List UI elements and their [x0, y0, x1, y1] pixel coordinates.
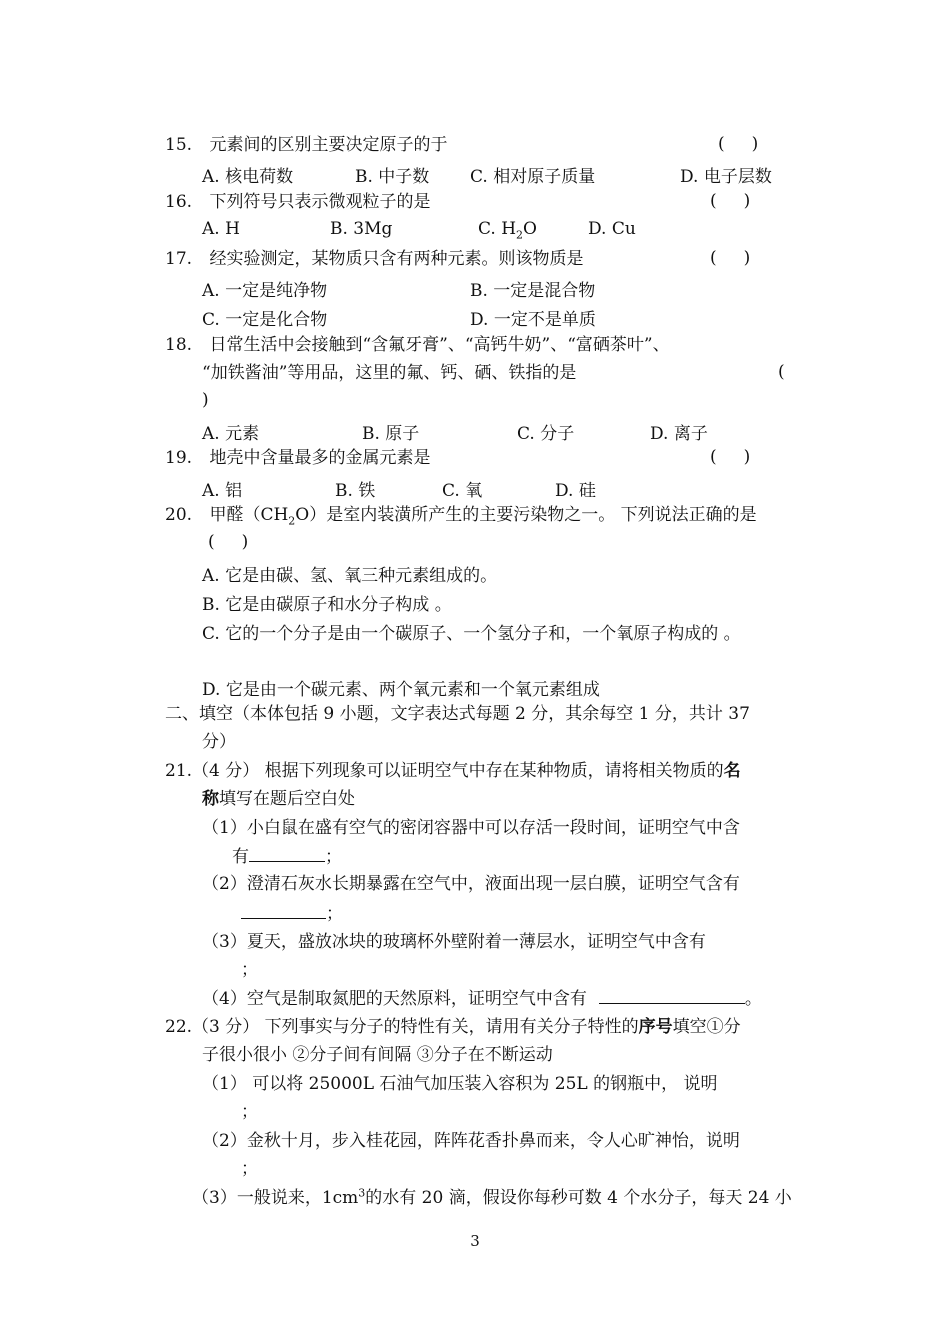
q17-number: 17. [165, 249, 193, 269]
q20-stem [165, 504, 757, 526]
q18-stem [165, 334, 670, 356]
q21-sub1-end: ； [325, 847, 342, 867]
q22-stem-line1 [165, 1016, 741, 1038]
q22-sub3-text-a: （3）一般说来，1cm [192, 1188, 359, 1208]
q22-stem-bold: 序号 [638, 1017, 673, 1037]
q21-sub3-line1: （3）夏天，盛放冰块的玻璃杯外壁附着一薄层水，证明空气中含有 [202, 932, 706, 952]
q15-answer-paren: ( ) [718, 134, 759, 154]
q16-option-c [478, 219, 537, 242]
q22-sub2-end: ； [241, 1159, 258, 1179]
q19-answer-paren: ( ) [710, 447, 751, 467]
q16-number: 16. [165, 192, 193, 212]
page-number: 3 [470, 1232, 480, 1250]
q19-text: 地壳中含量最多的金属元素是 [209, 448, 431, 468]
q20-text-subscript: 2 [288, 514, 296, 528]
q15-option-a: A. 核电荷数 [202, 167, 294, 187]
q17-option-b: B. 一定是混合物 [470, 281, 596, 301]
q18-option-c: C. 分子 [517, 424, 575, 444]
q18-option-b: B. 原子 [362, 424, 420, 444]
q20-option-d: D. 它是由一个碳元素、两个氧元素和一个氧元素组成 [202, 680, 600, 700]
q21-sub4-text: （4）空气是制取氮肥的天然原料，证明空气中含有 [202, 989, 587, 1009]
q21-stem-text: 21.（4 分） 根据下列现象可以证明空气中存在某种物质，请将相关物质的 [165, 761, 724, 781]
q20-option-a: A. 它是由碳、氢、氧三种元素组成的。 [202, 566, 498, 586]
q19-option-d: D. 硅 [555, 481, 596, 501]
q20-text-a: 甲醛（CH [209, 505, 289, 525]
q20-text [209, 505, 757, 528]
q22-stem-tail: 填空①分 [672, 1017, 741, 1037]
q19-option-c: C. 氧 [442, 481, 483, 501]
q20-answer-paren: ( ) [208, 532, 249, 552]
q18-number: 18. [165, 335, 193, 355]
q20-number: 20. [165, 505, 193, 525]
q15-option-d: D. 电子层数 [680, 167, 772, 187]
q21-stem-rest: 填写在题后空白处 [219, 789, 355, 809]
q21-stem-bold-1: 名 [723, 761, 741, 781]
q17-text: 经实验测定，某物质只含有两种元素。则该物质是 [209, 249, 584, 269]
q21-sub2-end: ； [326, 904, 343, 924]
q21-stem-bold-2: 称 [202, 789, 219, 809]
q16-option-c-tail: O [523, 219, 537, 239]
q17-option-d: D. 一定不是单质 [470, 310, 596, 330]
q21-sub1-prefix: 有 [232, 847, 249, 867]
q22-sub3-line1 [192, 1187, 792, 1209]
section2-heading-line1: 二、填空（本体包括 9 小题，文字表达式每题 2 分，其余每空 1 分，共计 37 [165, 704, 750, 724]
q21-sub3-end: ； [241, 960, 258, 980]
q19-number: 19. [165, 448, 193, 468]
q21-sub2-line1: （2）澄清石灰水长期暴露在空气中，液面出现一层白膜，证明空气含有 [202, 874, 740, 894]
q21-blank-4[interactable] [599, 987, 745, 1004]
q18-text-line2: “加铁酱油”等用品，这里的氟、钙、硒、铁指的是 [202, 363, 577, 383]
q16-answer-paren: ( ) [710, 191, 751, 211]
q21-sub2-line2 [241, 902, 343, 925]
q21-sub1-line1: （1）小白鼠在盛有空气的密闭容器中可以存活一段时间，证明空气中含 [202, 818, 740, 838]
q18-answer-paren-open: ( [778, 362, 785, 382]
q17-option-a: A. 一定是纯净物 [202, 281, 328, 301]
q20-text-b: O）是室内装潢所产生的主要污染物之一。 下列说法正确的是 [295, 505, 757, 525]
q18-option-d: D. 离子 [650, 424, 708, 444]
q16-option-c-subscript: 2 [516, 228, 524, 242]
q19-option-b: B. 铁 [335, 481, 376, 501]
section2-heading-line2: 分） [202, 732, 236, 752]
q21-blank-1[interactable] [249, 845, 325, 862]
q17-stem [165, 248, 583, 270]
q15-text: 元素间的区别主要决定原子的于 [209, 135, 448, 155]
q22-sub3-superscript: 3 [358, 1186, 366, 1200]
q15-stem [165, 134, 447, 156]
q22-stem-line2: 子很小很小 ②分子间有间隔 ③分子在不断运动 [202, 1045, 553, 1065]
q22-sub1-line1: （1） 可以将 25000L 石油气加压装入容积为 25L 的钢瓶中， 说明 [202, 1074, 718, 1094]
q15-number: 15. [165, 135, 193, 155]
q17-answer-paren: ( ) [710, 248, 751, 268]
q16-option-c-text: C. H [478, 219, 517, 239]
q15-option-c: C. 相对原子质量 [470, 167, 596, 187]
q19-option-a: A. 铝 [202, 481, 243, 501]
q21-sub4-line [202, 987, 762, 1010]
q18-answer-paren-close: ) [202, 390, 209, 410]
q15-option-b: B. 中子数 [355, 167, 430, 187]
q16-option-a: A. H [202, 219, 240, 239]
q20-option-b: B. 它是由碳原子和水分子构成 。 [202, 595, 452, 615]
q16-option-d: D. Cu [588, 219, 636, 239]
q21-blank-2[interactable] [241, 902, 326, 919]
q16-text: 下列符号只表示微观粒子的是 [209, 192, 431, 212]
q19-stem [165, 447, 430, 469]
q22-stem-text: 22.（3 分） 下列事实与分子的特性有关，请用有关分子特性的 [165, 1017, 639, 1037]
q21-stem-line1 [165, 760, 741, 782]
q18-text-line1: 日常生活中会接触到“含氟牙膏”、“高钙牛奶”、“富硒茶叶”、 [209, 335, 670, 355]
q16-option-b: B. 3Mg [330, 219, 393, 239]
q21-stem-line2 [202, 788, 355, 810]
q21-sub4-end: 。 [744, 989, 762, 1009]
q22-sub1-end: ； [241, 1102, 258, 1122]
q17-option-c: C. 一定是化合物 [202, 310, 328, 330]
q22-sub3-text-b: 的水有 20 滴，假设你每秒可数 4 个水分子，每天 24 小 [365, 1188, 792, 1208]
q18-option-a: A. 元素 [202, 424, 260, 444]
q21-sub1-line2 [232, 845, 342, 868]
q20-option-c: C. 它的一个分子是由一个碳原子、一个氢分子和，一个氧原子构成的 。 [202, 624, 741, 644]
q22-sub2-line1: （2）金秋十月，步入桂花园，阵阵花香扑鼻而来，令人心旷神怡，说明 [202, 1131, 740, 1151]
q16-stem [165, 191, 430, 213]
